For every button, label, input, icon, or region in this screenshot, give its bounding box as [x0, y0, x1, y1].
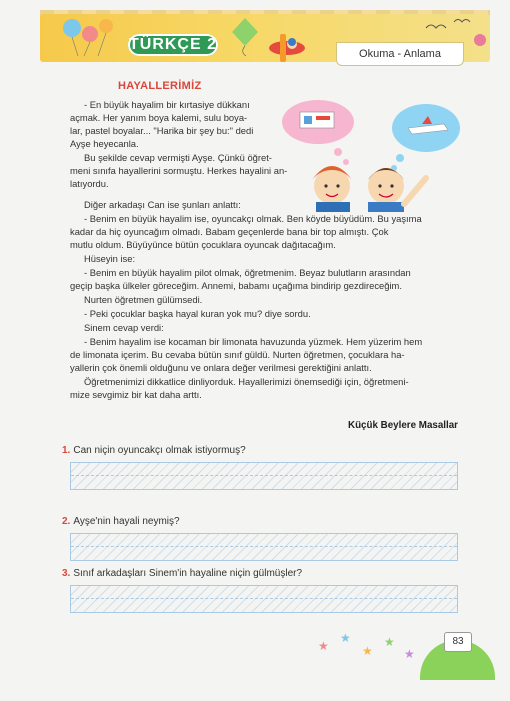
question-text: Can niçin oyuncakçı olmak istiyormuş? — [73, 445, 246, 456]
question-text: Ayşe'nin hayali neymiş? — [73, 516, 180, 527]
answer-box-1[interactable] — [70, 462, 458, 490]
story-line: kadar da hiç oyuncağım olmadı. Babam geçenlerde bana bir top almıştı. Çok — [70, 226, 389, 237]
story-line: - En büyük hayalim bir kırtasiye dükkanı — [84, 99, 250, 110]
question-1 — [62, 445, 246, 456]
story-line: - Peki çocuklar başka hayal kuran yok mu? diye sordu. — [84, 308, 311, 319]
story-line: lar, pastel boyalar... "Harika bir şey bu:" dedi — [70, 125, 254, 136]
kite-icon — [230, 16, 260, 56]
question-text: Sınıf arkadaşları Sinem'in hayaline niçin gülmüşler? — [73, 568, 303, 579]
subject-title: TÜRKÇE 2 — [128, 34, 218, 56]
page-number: 83 — [444, 632, 472, 652]
story-line: - Benim en büyük hayalim pilot olmak, öğretmenim. Beyaz bulutların arasından — [84, 267, 411, 278]
story-line: mutlu oldum. Büyüyünce bütün çocuklara oyuncak dağıtacağım. — [70, 239, 336, 250]
story-source: Küçük Beylere Masallar — [348, 420, 458, 431]
story-line: - Benim en büyük hayalim ise, oyuncakçı olmak. Ben köyde büyüdüm. Bu yaşıma — [84, 213, 422, 224]
story-line: Hüseyin ise: — [84, 253, 136, 264]
star-icon: ★ — [362, 644, 373, 658]
question-number: 2. — [62, 516, 71, 527]
star-icon: ★ — [384, 635, 395, 649]
story-line: Sinem cevap verdi: — [84, 322, 164, 333]
story-line: latıyordu. — [70, 178, 109, 189]
star-icon: ★ — [404, 647, 415, 661]
question-number: 3. — [62, 568, 71, 579]
section-label: Okuma - Anlama — [336, 42, 464, 66]
story-line: Öğretmenimizi dikkatlice dinliyorduk. Hayallerimizi önemsediği için, öğretmeni- — [84, 376, 409, 387]
story-line: yallerin çok önemli olduğunu ve onlara değer verilmesi gerektiğini anlattı. — [70, 362, 372, 373]
answer-box-2[interactable] — [70, 533, 458, 561]
story-line: de limonata içerim. Bu cevaba bütün sınıf güldü. Nurten öğretmen, çocuklara ha- — [70, 349, 405, 360]
birds-decoration-icon — [420, 14, 490, 54]
story-line: mize sevgimiz bir kat daha arttı. — [70, 389, 202, 400]
story-line: - Benim hayalim ise kocaman bir limonata havuzunda yüzmek. Hem yüzerim hem — [84, 336, 423, 347]
story-line: geçip başka ülkeler göreceğim. Annemi, babamı uçağıma bindirip gezdireceğim. — [70, 280, 402, 291]
star-icon: ★ — [318, 639, 329, 653]
balloon-decoration-icon — [58, 14, 118, 58]
story-line: Ayşe heyecanla. — [70, 138, 139, 149]
answer-box-3[interactable] — [70, 585, 458, 613]
story-line: Nurten öğretmen gülümsedi. — [84, 294, 203, 305]
story-title: HAYALLERİMİZ — [118, 80, 202, 92]
story-line: Bu şekilde cevap vermişti Ayşe. Çünkü öğret- — [84, 152, 272, 163]
question-3 — [62, 568, 302, 579]
star-icon: ★ — [340, 631, 351, 645]
story-line: açmak. Her yanım boya kalemi, sulu boya- — [70, 112, 248, 123]
airplane-icon — [262, 30, 312, 64]
story-line: Diğer arkadaşı Can ise şunları anlattı: — [84, 199, 241, 210]
story-line: meni sınıfa hayallerini sormuştu. Herkes hayalini an- — [70, 165, 288, 176]
question-2 — [62, 516, 180, 527]
children-dreaming-illustration — [276, 94, 462, 212]
question-number: 1. — [62, 445, 71, 456]
